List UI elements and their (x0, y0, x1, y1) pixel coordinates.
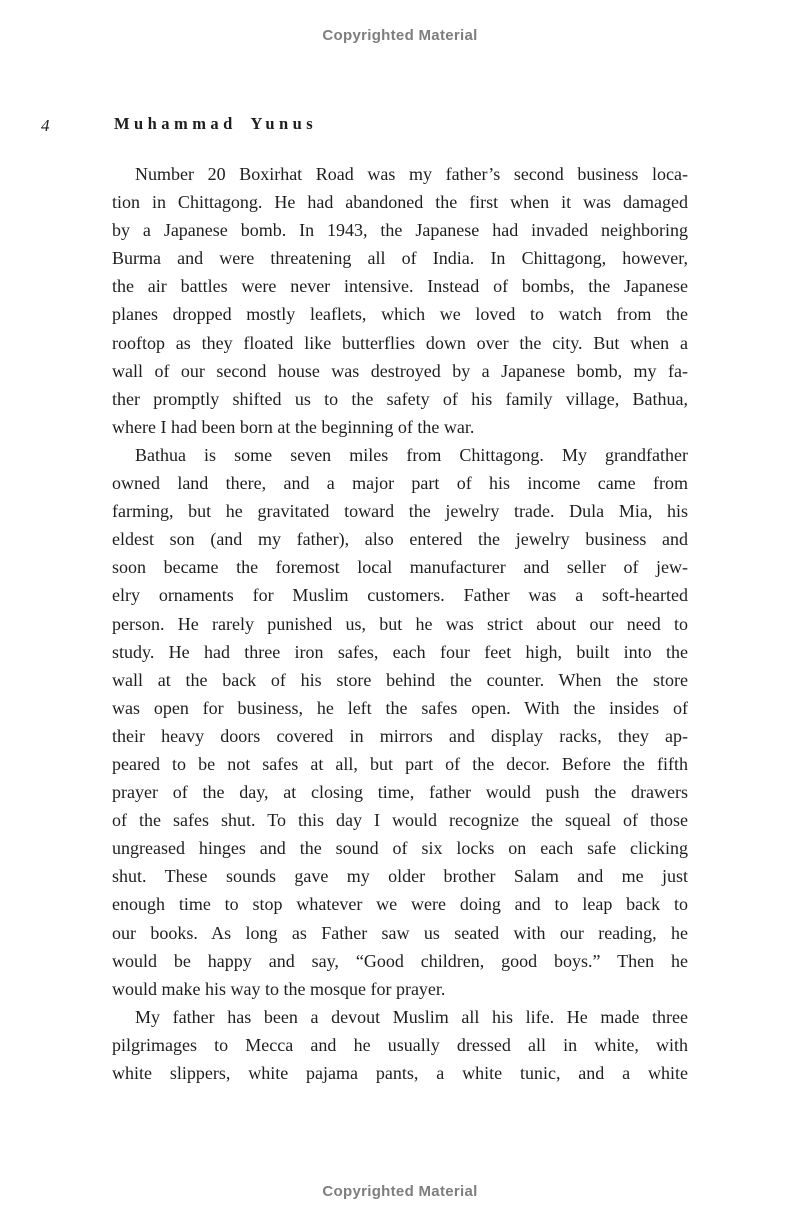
text-line: where I had been born at the beginning of the war. (112, 416, 475, 437)
text-line: eldest son (and my father), also entered the jewelry business and (112, 529, 688, 550)
text-line: wall at the back of his store behind the counter. When the store (112, 669, 688, 690)
text-line: the air battles were never intensive. Instead of bombs, the Japanese (112, 276, 688, 297)
running-header (0, 114, 800, 140)
text-line: white slippers, white pajama pants, a white tunic, and a white (112, 1063, 688, 1083)
text-line: our books. As long as Father saw us seated with our reading, he (112, 922, 688, 943)
text-line: would make his way to the mosque for prayer. (112, 978, 446, 999)
text-line: prayer of the day, at closing time, father would push the drawers (112, 782, 688, 803)
text-line: planes dropped mostly leaflets, which we loved to watch from the (112, 304, 688, 325)
paragraph (112, 160, 688, 441)
text-line: by a Japanese bomb. In 1943, the Japanese had invaded neighboring (112, 220, 688, 241)
text-line: tion in Chittagong. He had abandoned the first when it was damaged (112, 192, 688, 213)
text-line: My father has been a devout Muslim all his life. He made three (135, 1006, 688, 1027)
text-line: would be happy and say, “Good children, good boys.” Then he (112, 950, 688, 971)
paragraph (112, 1003, 688, 1087)
text-block (112, 160, 688, 1087)
text-line: shut. These sounds gave my older brother Salam and me just (112, 866, 688, 887)
paragraph (112, 441, 688, 1003)
text-line: farming, but he gravitated toward the jewelry trade. Dula Mia, his (112, 501, 688, 522)
text-line: owned land there, and a major part of his income came from (112, 473, 688, 494)
text-line: was open for business, he left the safes open. With the insides of (112, 697, 688, 718)
text-line: enough time to stop whatever we were doing and to leap back to (112, 894, 688, 915)
text-line: wall of our second house was destroyed by a Japanese bomb, my fa- (112, 360, 688, 381)
text-line: of the safes shut. To this day I would recognize the squeal of those (112, 810, 688, 831)
text-line: Number 20 Boxirhat Road was my father’s second business loca- (135, 164, 688, 184)
page-number: 4 (41, 116, 50, 135)
text-line: elry ornaments for Muslim customers. Father was a soft-hearted (112, 585, 688, 606)
text-line: their heavy doors covered in mirrors and display racks, they ap- (112, 725, 688, 746)
text-line: pilgrimages to Mecca and he usually dressed all in white, with (112, 1034, 688, 1055)
text-line: rooftop as they floated like butterflies down over the city. But when a (112, 332, 688, 353)
copyright-notice-top: Copyrighted Material (322, 27, 478, 44)
text-line: soon became the foremost local manufacturer and seller of jew- (112, 557, 688, 578)
copyright-notice-bottom: Copyrighted Material (322, 1183, 478, 1200)
text-line: ungreased hinges and the sound of six locks on each safe clicking (112, 838, 688, 859)
text-line: ther promptly shifted us to the safety of his family village, Bathua, (112, 388, 688, 409)
running-head: Muhammad Yunus (114, 114, 318, 133)
text-line: peared to be not safes at all, but part of the decor. Before the fifth (112, 753, 688, 774)
text-line: person. He rarely punished us, but he was strict about our need to (112, 613, 688, 634)
text-line: Bathua is some seven miles from Chittagong. My grandfather (135, 444, 688, 465)
text-line: study. He had three iron safes, each four feet high, built into the (112, 641, 688, 662)
text-line: Burma and were threatening all of India. In Chittagong, however, (112, 248, 688, 269)
